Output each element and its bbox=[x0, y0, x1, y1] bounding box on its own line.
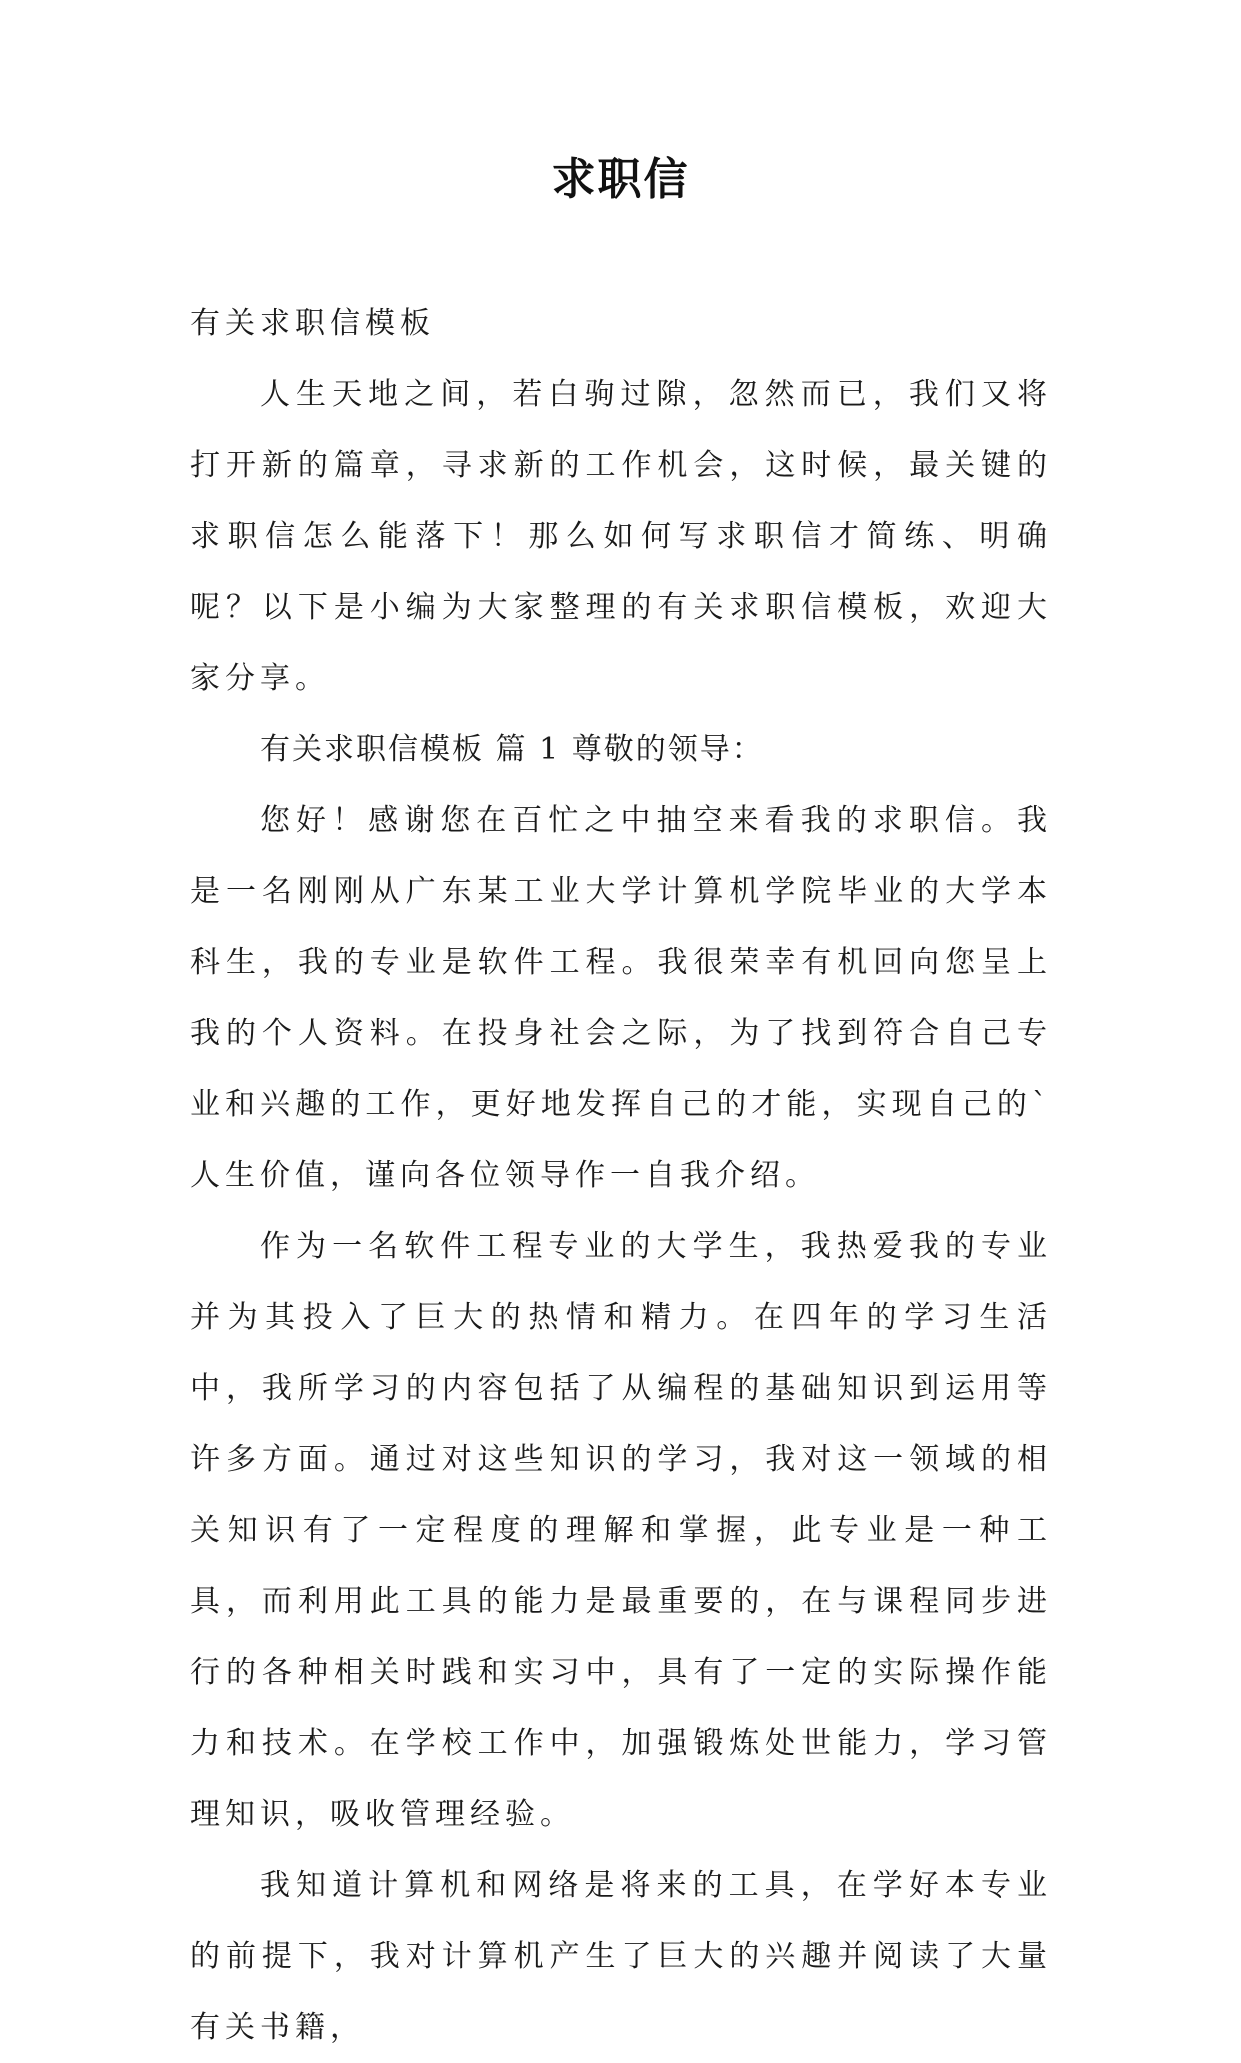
paragraph-major: 作为一名软件工程专业的大学生，我热爱我的专业并为其投入了巨大的热情和精力。在四年的学习生活中，我所学习的内容包括了从编程的基础知识到运用等许多方面。通过对这些知识的学习，我对这一领域的相关知识有了一定程度的理解和掌握，此专业是一种工具，而利用此工具的能力是最重要的，在与课程同步进行的各种相关时践和实习中，具有了一定的实际操作能力和技术。在学校工作中，加强锻炼处世能力，学习管理知识，吸收管理经验。 bbox=[190, 1229, 1052, 1832]
document-title: 求职信 bbox=[551, 154, 690, 205]
document-body bbox=[190, 288, 1052, 2063]
paragraph-intro: 人生天地之间，若白驹过隙，忽然而已，我们又将打开新的篇章，寻求新的工作机会，这时候，最关键的求职信怎么能落下！那么如何写求职信才简练、明确呢？以下是小编为大家整理的有关求职信模板，欢迎大家分享。 bbox=[190, 377, 1052, 696]
document-subtitle: 有关求职信模板 bbox=[190, 306, 435, 341]
paragraph-greeting: 您好！感谢您在百忙之中抽空来看我的求职信。我是一名刚刚从广东某工业大学计算机学院毕业的大学本科生，我的专业是软件工程。我很荣幸有机回向您呈上我的个人资料。在投身社会之际，为了找到符合自己专业和兴趣的工作，更好地发挥自己的才能，实现自己的`人生价值，谨向各位领导作一自我介绍。 bbox=[190, 803, 1052, 1193]
paragraph-computer: 我知道计算机和网络是将来的工具，在学好本专业的前提下，我对计算机产生了巨大的兴趣并阅读了大量有关书籍， bbox=[190, 1868, 1052, 2045]
paragraph-salutation: 有关求职信模板 篇 1 尊敬的领导： bbox=[260, 732, 764, 767]
